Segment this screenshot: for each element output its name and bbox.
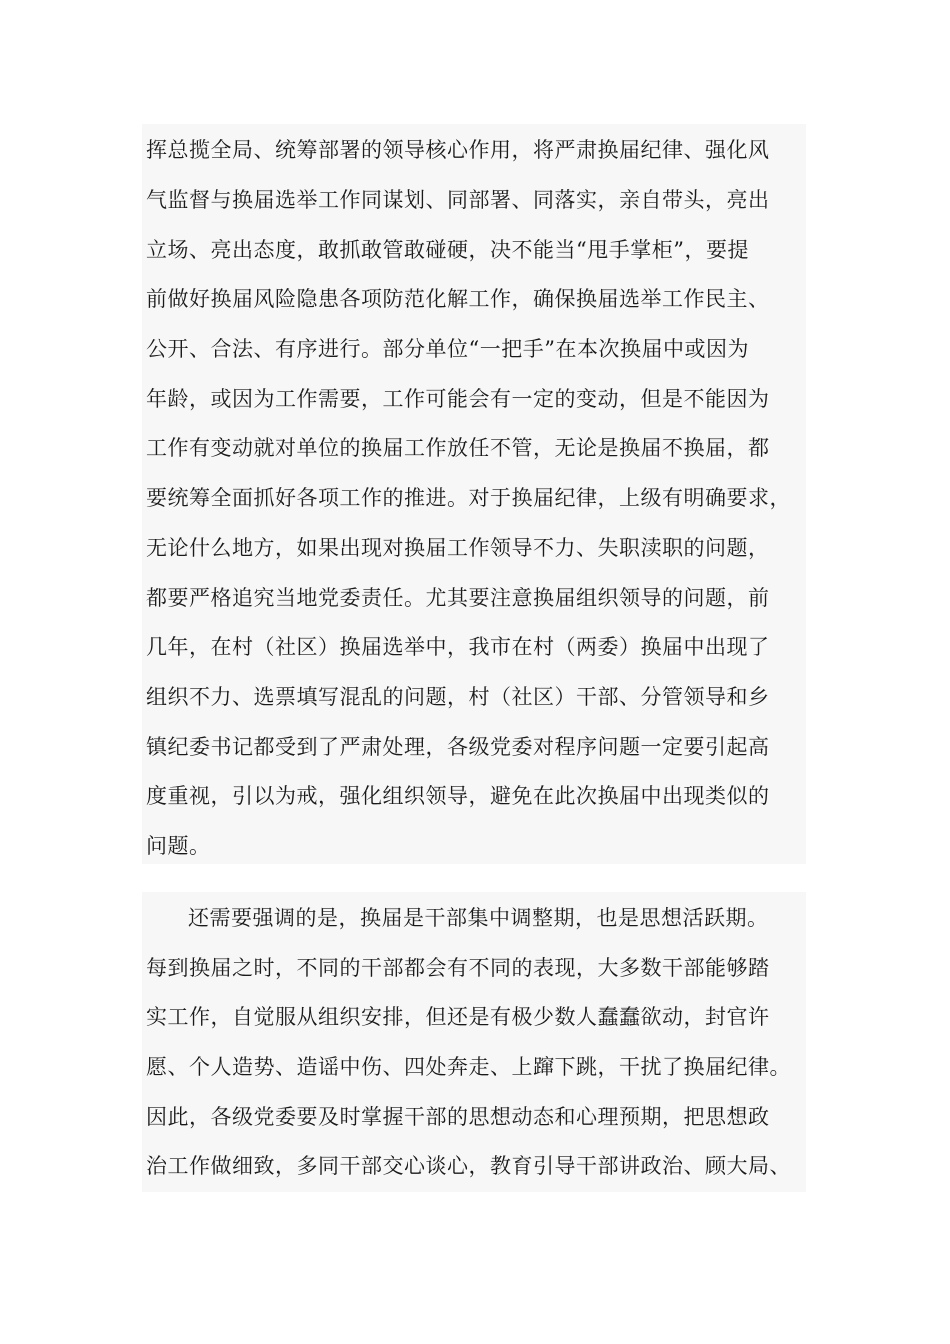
text-highlight-block — [142, 892, 806, 1192]
text-line: 几年，在村（社区）换届选举中，我市在村（两委）换届中出现了 — [146, 635, 770, 659]
text-line: 年龄，或因为工作需要，工作可能会有一定的变动，但是不能因为 — [146, 387, 770, 411]
text-line: 每到换届之时，不同的干部都会有不同的表现，大多数干部能够踏 — [146, 956, 770, 980]
text-line: 前做好换届风险隐患各项防范化解工作，确保换届选举工作民主、 — [146, 287, 770, 311]
text-line: 愿、个人造势、造谣中伤、四处奔走、上蹿下跳，干扰了换届纪律。 — [146, 1055, 791, 1079]
text-line: 公开、合法、有序进行。部分单位“一把手”在本次换届中或因为 — [146, 337, 749, 361]
text-line: 问题。 — [146, 834, 211, 858]
text-line: 实工作，自觉服从组织安排，但还是有极少数人蠢蠢欲动，封官许 — [146, 1005, 770, 1029]
text-line: 立场、亮出态度，敢抓敢管敢碰硬，决不能当“甩手掌柜”，要提 — [146, 238, 749, 262]
text-line: 镇纪委书记都受到了严肃处理，各级党委对程序问题一定要引起高 — [146, 735, 770, 759]
text-line: 挥总揽全局、统筹部署的领导核心作用，将严肃换届纪律、强化风 — [146, 138, 770, 162]
text-line: 组织不力、选票填写混乱的问题，村（社区）干部、分管领导和乡 — [146, 685, 770, 709]
text-line: 度重视，引以为戒，强化组织领导，避免在此次换届中出现类似的 — [146, 784, 770, 808]
text-line: 气监督与换届选举工作同谋划、同部署、同落实，亲自带头，亮出 — [146, 188, 770, 212]
text-line: 要统筹全面抓好各项工作的推进。对于换届纪律，上级有明确要求， — [146, 486, 791, 510]
text-line: 工作有变动就对单位的换届工作放任不管，无论是换届不换届，都 — [146, 436, 770, 460]
text-line: 治工作做细致，多同干部交心谈心，教育引导干部讲政治、顾大局、 — [146, 1154, 791, 1178]
text-line: 还需要强调的是，换届是干部集中调整期，也是思想活跃期。 — [188, 906, 769, 930]
text-line: 因此，各级党委要及时掌握干部的思想动态和心理预期，把思想政 — [146, 1105, 770, 1129]
text-line: 都要严格追究当地党委责任。尤其要注意换届组织领导的问题，前 — [146, 586, 770, 610]
text-line: 无论什么地方，如果出现对换届工作领导不力、失职渎职的问题， — [146, 536, 770, 560]
